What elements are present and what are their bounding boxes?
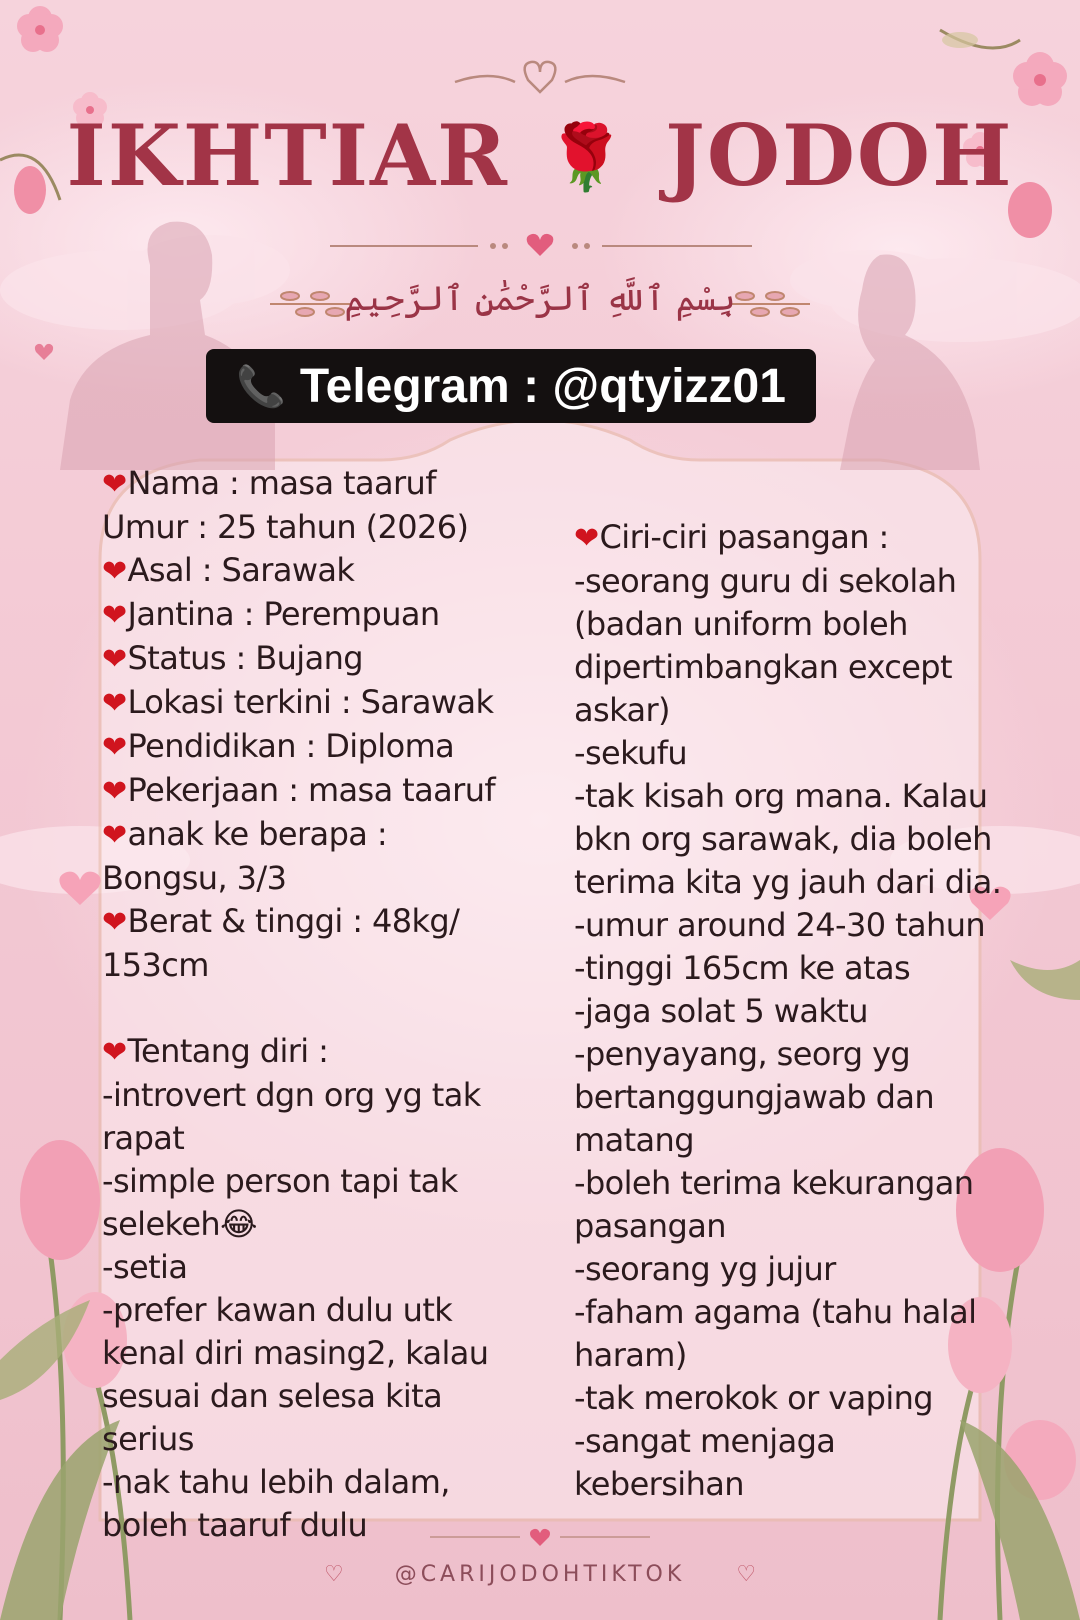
criteria-line: -sangat menjaga [574,1422,836,1460]
profile-anak: ❤anak ke berapa : [102,815,388,853]
title-right: JODOH [665,106,1014,205]
tentang-heading: ❤Tentang diri : [102,1032,329,1070]
criteria-line: matang [574,1121,694,1159]
heart-icon: ❤ [102,642,127,677]
bismillah-text: بِسْمِ ٱللَّهِ ٱلرَّحْمَٰنِ ٱلرَّحِيمِ [344,279,736,319]
profile-jantina: ❤Jantina : Perempuan [102,595,440,633]
criteria-line: kebersihan [574,1465,744,1503]
heart-icon: ❤ [102,774,127,809]
heart-icon: ❤ [102,818,127,853]
heart-icon: ❤ [102,1035,127,1070]
tentang-line: -setia [102,1248,188,1286]
footer-handle[interactable]: @CARIJODOHTIKTOK [394,1562,686,1587]
telegram-contact[interactable] [206,349,816,423]
criteria-line: -faham agama (tahu halal [574,1293,977,1331]
profile-berat: ❤Berat & tinggi : 48kg/ [102,902,460,940]
criteria-line: askar) [574,691,670,729]
profile-status: ❤Status : Bujang [102,639,363,677]
heart-icon: ❤ [102,554,127,589]
laughing-emoji-icon: 😂 [220,1205,257,1243]
criteria-line: (badan uniform boleh [574,605,908,643]
criteria-line: -tak merokok or vaping [574,1379,934,1417]
spacer [102,987,495,1030]
criteria-line: pasangan [574,1207,726,1245]
heart-outline-icon: ♡ [736,1562,757,1587]
criteria-line: bkn org sarawak, dia boleh [574,820,992,858]
criteria-line: haram) [574,1336,687,1374]
heart-outline-icon: ♡ [323,1562,344,1587]
tentang-line: -simple person tapi tak [102,1162,458,1200]
tentang-line: selekeh😂 [102,1205,257,1243]
profile-pendidikan: ❤Pendidikan : Diploma [102,727,455,765]
criteria-line: bertanggungjawab dan [574,1078,935,1116]
title-divider [330,234,752,256]
profile-column [102,462,495,1547]
profile-berat-value: 153cm [102,946,209,984]
criteria-line: -seorang guru di sekolah [574,562,957,600]
tentang-line: boleh taaruf dulu [102,1506,368,1544]
profile-umur: Umur : 25 tahun (2026) [102,508,469,546]
profile-anak-value: Bongsu, 3/3 [102,859,287,897]
heart-icon: ❤ [102,686,127,721]
tentang-line: sesuai dan selesa kita [102,1377,443,1415]
profile-nama: ❤Nama : masa taaruf [102,464,436,502]
telegram-handle: Telegram : @qtyizz01 [299,359,786,413]
profile-pekerjaan: ❤Pekerjaan : masa taaruf [102,771,496,809]
title-left: IKHTIAR [66,106,509,205]
tentang-line: rapat [102,1119,185,1157]
tentang-line: kenal diri masing2, kalau [102,1334,489,1372]
footer [0,1562,1080,1587]
poster-title [0,106,1080,205]
criteria-line: -sekufu [574,734,688,772]
criteria-line: -penyayang, seorg yg [574,1035,911,1073]
criteria-line: -tinggi 165cm ke atas [574,949,911,987]
criteria-line: -tak kisah org mana. Kalau [574,777,988,815]
heart-icon: ❤ [102,467,127,502]
tentang-line: serius [102,1420,194,1458]
criteria-line: -seorang yg jujur [574,1250,836,1288]
criteria-line: -umur around 24-30 tahun [574,906,986,944]
criteria-column [574,516,1001,1506]
heart-icon: ❤ [102,730,127,765]
tentang-line: -nak tahu lebih dalam, [102,1463,450,1501]
profile-asal: ❤Asal : Sarawak [102,551,355,589]
tentang-line: -introvert dgn org yg tak [102,1076,481,1114]
criteria-line: -jaga solat 5 waktu [574,992,868,1030]
criteria-heading: ❤Ciri-ciri pasangan : [574,518,889,556]
criteria-line: -boleh terima kekurangan [574,1164,974,1202]
phone-icon: 📞 [236,364,286,409]
criteria-line: terima kita yg jauh dari dia. [574,863,1002,901]
top-ornament [455,62,625,92]
tentang-line: -prefer kawan dulu utk [102,1291,453,1329]
heart-icon: ❤ [102,598,127,633]
rose-icon: 🌹 [546,121,628,195]
criteria-line: dipertimbangkan except [574,648,952,686]
heart-icon: ❤ [102,905,127,940]
profile-lokasi: ❤Lokasi terkini : Sarawak [102,683,494,721]
heart-icon: ❤ [574,521,599,556]
